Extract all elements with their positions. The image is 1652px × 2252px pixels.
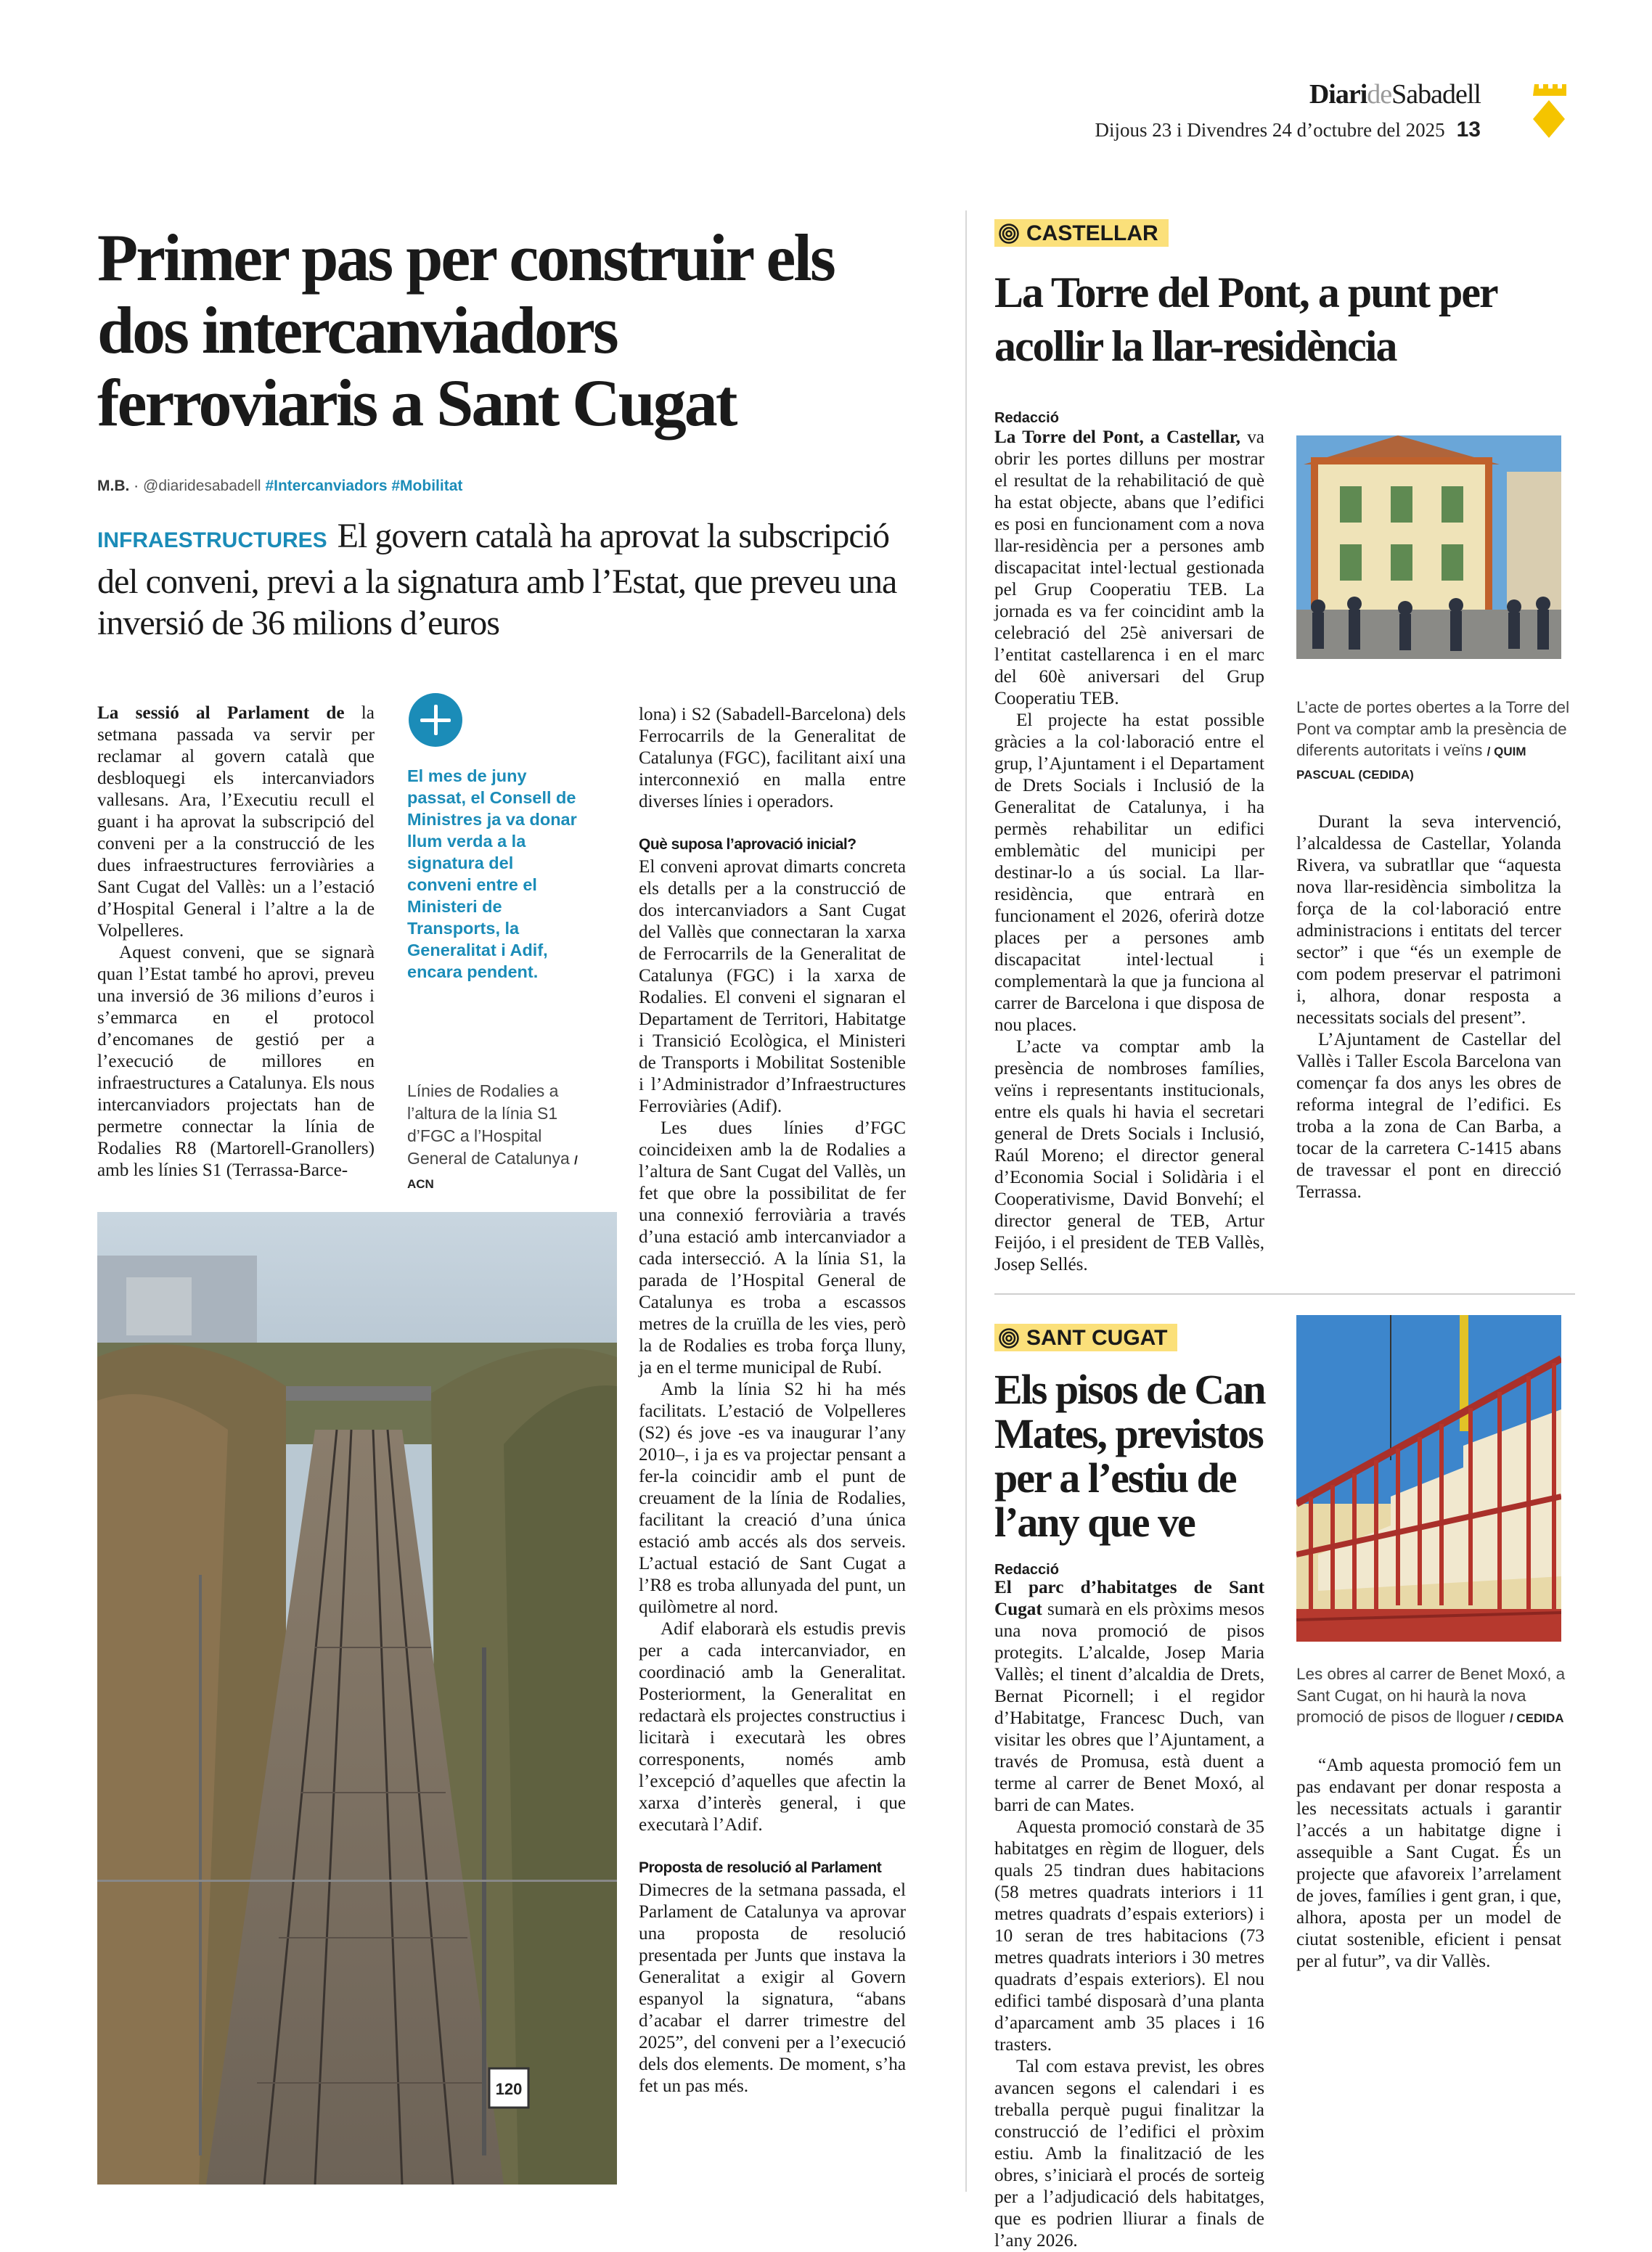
- lead-in: El parc d’habitatges de Sant Cugat: [994, 1578, 1264, 1619]
- section-label: SANT CUGAT: [1026, 1326, 1168, 1350]
- paragraph-text: sumarà en els pròxims mesos una nova promoció de pisos protegits. L’alcalde, Josep Maria Vallès; el tinent d’alcaldia de Drets, Bernat Picornell; i el regidor d’Habitatge, Francesc Duch, van visitar les obres que l’Ajuntament, a través de Promusa, està duent a terme al carrer de Benet Moxó, al barri de can Mates.: [994, 1600, 1264, 1815]
- subheading: Què suposa l’aprovació inicial?: [639, 836, 856, 853]
- plus-icon: [409, 693, 462, 747]
- page-number: 13: [1456, 118, 1481, 142]
- speed-sign: 120: [495, 2080, 523, 2098]
- social-handle[interactable]: @diaridesabadell: [143, 478, 261, 494]
- brand-part-diari: Diari: [1309, 79, 1367, 110]
- paragraph: Amb la línia S2 hi ha més facilitats. L’estació de Volpelleres (S2) és jove -es va inaugurar l’any 2010–, i ja es va projectar pensant a fer-la coincidir amb el punt de creuament de la línia de Rodalies, facilitant la creació d’una única estació amb accés als dos serveis. L’actual estació de Sant Cugat a l’R8 es troba allunyada del punt, un quilòmetre al nord.: [639, 1380, 906, 1617]
- paragraph: [97, 703, 375, 942]
- byline: [97, 478, 462, 495]
- paragraph: Adif elaborarà els estudis previs per a cada intercanviador, en coordinació amb la Generalitat. Posteriorment, la Generalitat en redactarà els projectes constructius i licitarà i executarà les obres corresponents, només amb l’excepció d’aquelles que afectin la xarxa d’interès general, i que executarà l’Adif.: [639, 1619, 906, 1835]
- photo-credit: / QUIM PASCUAL (CEDIDA): [1296, 745, 1526, 782]
- subheadline: [97, 515, 925, 644]
- caption-text: Les obres al carrer de Benet Moxó, a Sant Cugat, on hi haurà la nova promoció de pisos de lloguer: [1296, 1665, 1566, 1726]
- crown-diamond-icon: [1530, 81, 1568, 139]
- photo-credit: / ACN: [407, 1153, 578, 1191]
- torre-del-pont-photo: [1296, 435, 1561, 659]
- lead-in: La sessió al Parlament de: [97, 703, 345, 723]
- author: Redacció: [994, 410, 1059, 426]
- caption-text: Línies de Rodalies a l’altura de la línia S1 d’FGC a l’Hospital General de Catalunya: [407, 1081, 570, 1168]
- paragraph: Les dues línies d’FGC coincideixen amb la de Rodalies a l’altura de Sant Cugat del Vallès, un fet que obre la possibilitat de fer una connexió ferroviària a través d’una estació amb intercanviador a cada intersecció. A la línia S1, la parada de l’Hospital General de Catalunya es troba a escassos metres de la cruïlla de les vies, però la de Rodalies es troba força lluny, ja en el terme municipal de Rubí.: [639, 1118, 906, 1377]
- railway-photo: [97, 1212, 617, 2185]
- photo-caption: [407, 1080, 589, 1195]
- article-column: [994, 1577, 1264, 2252]
- masthead: [1095, 78, 1481, 142]
- paragraph: El conveni aprovat dimarts concreta els detalls per a la construcció de dos intercanviadors a Sant Cugat del Vallès que connectaran la xarxa de Ferrocarrils de la Generalitat de Catalunya (FGC) i la xarxa de Rodalies. El conveni el signaran el Departament de Territori, Habitatge i Transició Ecològica, el Ministeri de Transports i Mobilitat Sostenible i l’Administrador d’Infraestructures Ferroviàries (Adif).: [639, 857, 906, 1116]
- article-column: [994, 427, 1264, 1276]
- paragraph-text: va obrir les portes dilluns per mostrar el resultat de la rehabilitació de què ha estat objecte, abans que l’edifici es posi en funcionament com a nova llar-residència per a persones amb discapacitat intel·lectual gestionada pel Grup Cooperatiu TEB. La jornada es va fer coincidint amb la celebració del 25è aniversari de l’entitat castellarenca i en el marc del 60è aniversari del Grup Cooperatiu TEB.: [994, 427, 1264, 708]
- issue-date: Dijous 23 i Divendres 24 d’octubre del 2025: [1095, 119, 1445, 141]
- byline-separator: ·: [134, 478, 139, 494]
- article-headline: Els pisos de Can Mates, previstos per a l’estiu de l’any que ve: [994, 1366, 1265, 1546]
- construction-photo: [1296, 1315, 1561, 1642]
- article-column: [1296, 811, 1561, 1203]
- photo-caption: [1296, 697, 1572, 785]
- lead-in: La Torre del Pont, a Castellar,: [994, 427, 1240, 447]
- section-kicker: INFRAESTRUCTURES: [97, 528, 327, 552]
- sidebar-highlight: El mes de juny passat, el Consell de Ministres ja va donar llum verda a la signatura del conveni entre el Ministeri de Transports, la Generalitat i Adif, encara pendent.: [407, 766, 577, 981]
- hashtag[interactable]: #Mobilitat: [391, 478, 463, 494]
- construction-illustration: [1296, 1315, 1561, 1642]
- article-headline: La Torre del Pont, a punt per acollir la llar-residència: [994, 269, 1497, 370]
- paragraph: Tal com estava previst, les obres avancen segons el calendari i es treballa perquè pugui finalitzar la construcció de l’edifici el pròxim estiu. Amb la finalització de les obres, s’iniciarà el procés de sorteig per a l’adjudicació dels habitatges, que es podrien lliurar a finals de l’any 2026.: [994, 2057, 1264, 2251]
- railway-illustration: [97, 1212, 617, 2185]
- paragraph: El projecte ha estat possible gràcies a la col·laboració entre el grup, l’Ajuntament i el Departament de Drets Socials i Inclusió de la Generalitat de Catalunya, i ha permès rehabilitar un edifici emblemàtic del municipi per destinar-lo a ús social. La llar-residència, que entrarà en funcionament el 2026, oferirà dotze places per a persones amb discapacitat intel·lectual i complementarà la que ja funciona al carrer de Barcelona i que disposa de nou places.: [994, 711, 1264, 1035]
- section-tag-sant-cugat: [994, 1324, 1177, 1351]
- section-tag-castellar: [994, 219, 1169, 247]
- hashtag[interactable]: #Intercanviadors: [265, 478, 388, 494]
- photo-caption: [1296, 1663, 1572, 1729]
- paragraph: lona) i S2 (Sabadell-Barcelona) dels Ferrocarrils de la Generalitat de Catalunya (FGC), facilitant així una interconnexió en malla entre diverses línies i operadors.: [639, 705, 906, 811]
- target-icon: [999, 224, 1019, 244]
- main-headline: Primer pas per construir els dos intercanviadors ferroviaris a Sant Cugat: [97, 221, 834, 440]
- paragraph: L’acte va comptar amb la presència de nombroses famílies, veïns i representants institucionals, entre els quals hi havia el secretari general de Drets Socials i Inclusió, Raúl Moreno; el director general d’Economia Social i Solidària i el Cooperativisme, David Bonvehí; el director general de TEB, Artur Feijóo, i el president de TEB Vallès, Josep Sellés.: [994, 1037, 1264, 1274]
- paragraph: L’Ajuntament de Castellar del Vallès i Taller Escola Barcelona van començar fa dos anys les obres de reforma integral de l’edifici. Es troba a la zona de Can Barba, a tocar de la carretera C-1415 abans de travessar el pont en direcció Terrassa.: [1296, 1030, 1561, 1202]
- column-divider: [965, 210, 967, 2192]
- paragraph: Aquest conveni, que se signarà quan l’Estat també ho aprovi, preveu una inversió de 36 milions d’euros i s’emmarca en el protocol d’encomanes de gestió per a l’execució de millores en infraestructures a Catalunya. Els nous intercanviadors projectats han de permetre connectar la línia de Rodalies R8 (Martorell-Granollers) amb les línies S1 (Terrassa-Barce-: [97, 943, 375, 1180]
- paragraph: Aquesta promoció constarà de 35 habitatges en règim de lloguer, dels quals 25 tindran dues habitacions (58 metres quadrats interiors i 11 metres quadrats d’espais exteriors) i 10 seran de tres habitacions (73 metres quadrats interiors i 30 metres quadrats d’espais exteriors). El nou edifici també disposarà d’una planta d’aparcament amb 35 places i 16 trasters.: [994, 1817, 1264, 2055]
- brand-logo: [1095, 78, 1481, 110]
- article-column: [97, 703, 375, 1182]
- paragraph: Dimecres de la setmana passada, el Parlament de Catalunya va aprovar una proposta de resolució presentada per Junts que instava la Generalitat a exigir al Govern espanyol la signatura, “abans d’acabar el darrer trimestre del 2025”, del conveni per a l’execució dels dos elements. De moment, s’ha fet un pas més.: [639, 1880, 906, 2096]
- caption-text: L’acte de portes obertes a la Torre del Pont va comptar amb la presència de diferents autoritats i veïns: [1296, 698, 1570, 759]
- subheadline-text: El govern català ha aprovat la subscripció del conveni, previ a la signatura amb l’Estat, que preveu una inversió de 36 milions d’euros: [97, 517, 897, 642]
- paragraph: [994, 427, 1264, 710]
- paragraph: Durant la seva intervenció, l’alcaldessa de Castellar, Yolanda Rivera, va subratllar que “aquesta nova llar-residència simbolitza la força de la col·laboració entre administracions i entitats del tercer sector” i que “és un exemple de com podem preservar el patrimoni i, alhora, donar resposta a necessitats socials del present”.: [1296, 812, 1561, 1028]
- paragraph: “Amb aquesta promoció fem un pas endavant per donar resposta a les necessitats actuals i garantir l’accés a un habitatge digne i assequible a Sant Cugat. És un projecte que afavoreix l’arrelament de joves, famílies i gent gran, i que, alhora, aposta per un model de ciutat sostenible, eficient i pensat per al futur”, va dir Vallès.: [1296, 1756, 1561, 1971]
- author: Redacció: [994, 1562, 1059, 1578]
- author: M.B.: [97, 478, 130, 494]
- brand-part-sabadell: Sabadell: [1391, 79, 1481, 110]
- brand-part-de: de: [1367, 79, 1392, 110]
- article-column: [1296, 1755, 1561, 1973]
- article-column: [639, 704, 906, 2097]
- photo-credit: / CEDIDA: [1509, 1711, 1564, 1725]
- dateline: [1095, 118, 1481, 142]
- target-icon: [999, 1328, 1019, 1348]
- paragraph: [994, 1577, 1264, 1817]
- article-divider: [994, 1293, 1575, 1295]
- building-illustration: [1296, 435, 1561, 659]
- subheading: Proposta de resolució al Parlament: [639, 1859, 882, 1876]
- section-label: CASTELLAR: [1026, 221, 1158, 245]
- paragraph-text: la setmana passada va servir per reclamar al govern català que desbloquegi els intercanviadors vallesans. Ara, l’Executiu recull el guant i ha aprovat la subscripció del conveni per a la construcció de les dues infraestructures ferroviàries a Sant Cugat del Vallès: un a l’estació d’Hospital General i l’altre a la de Volpelleres.: [97, 703, 375, 941]
